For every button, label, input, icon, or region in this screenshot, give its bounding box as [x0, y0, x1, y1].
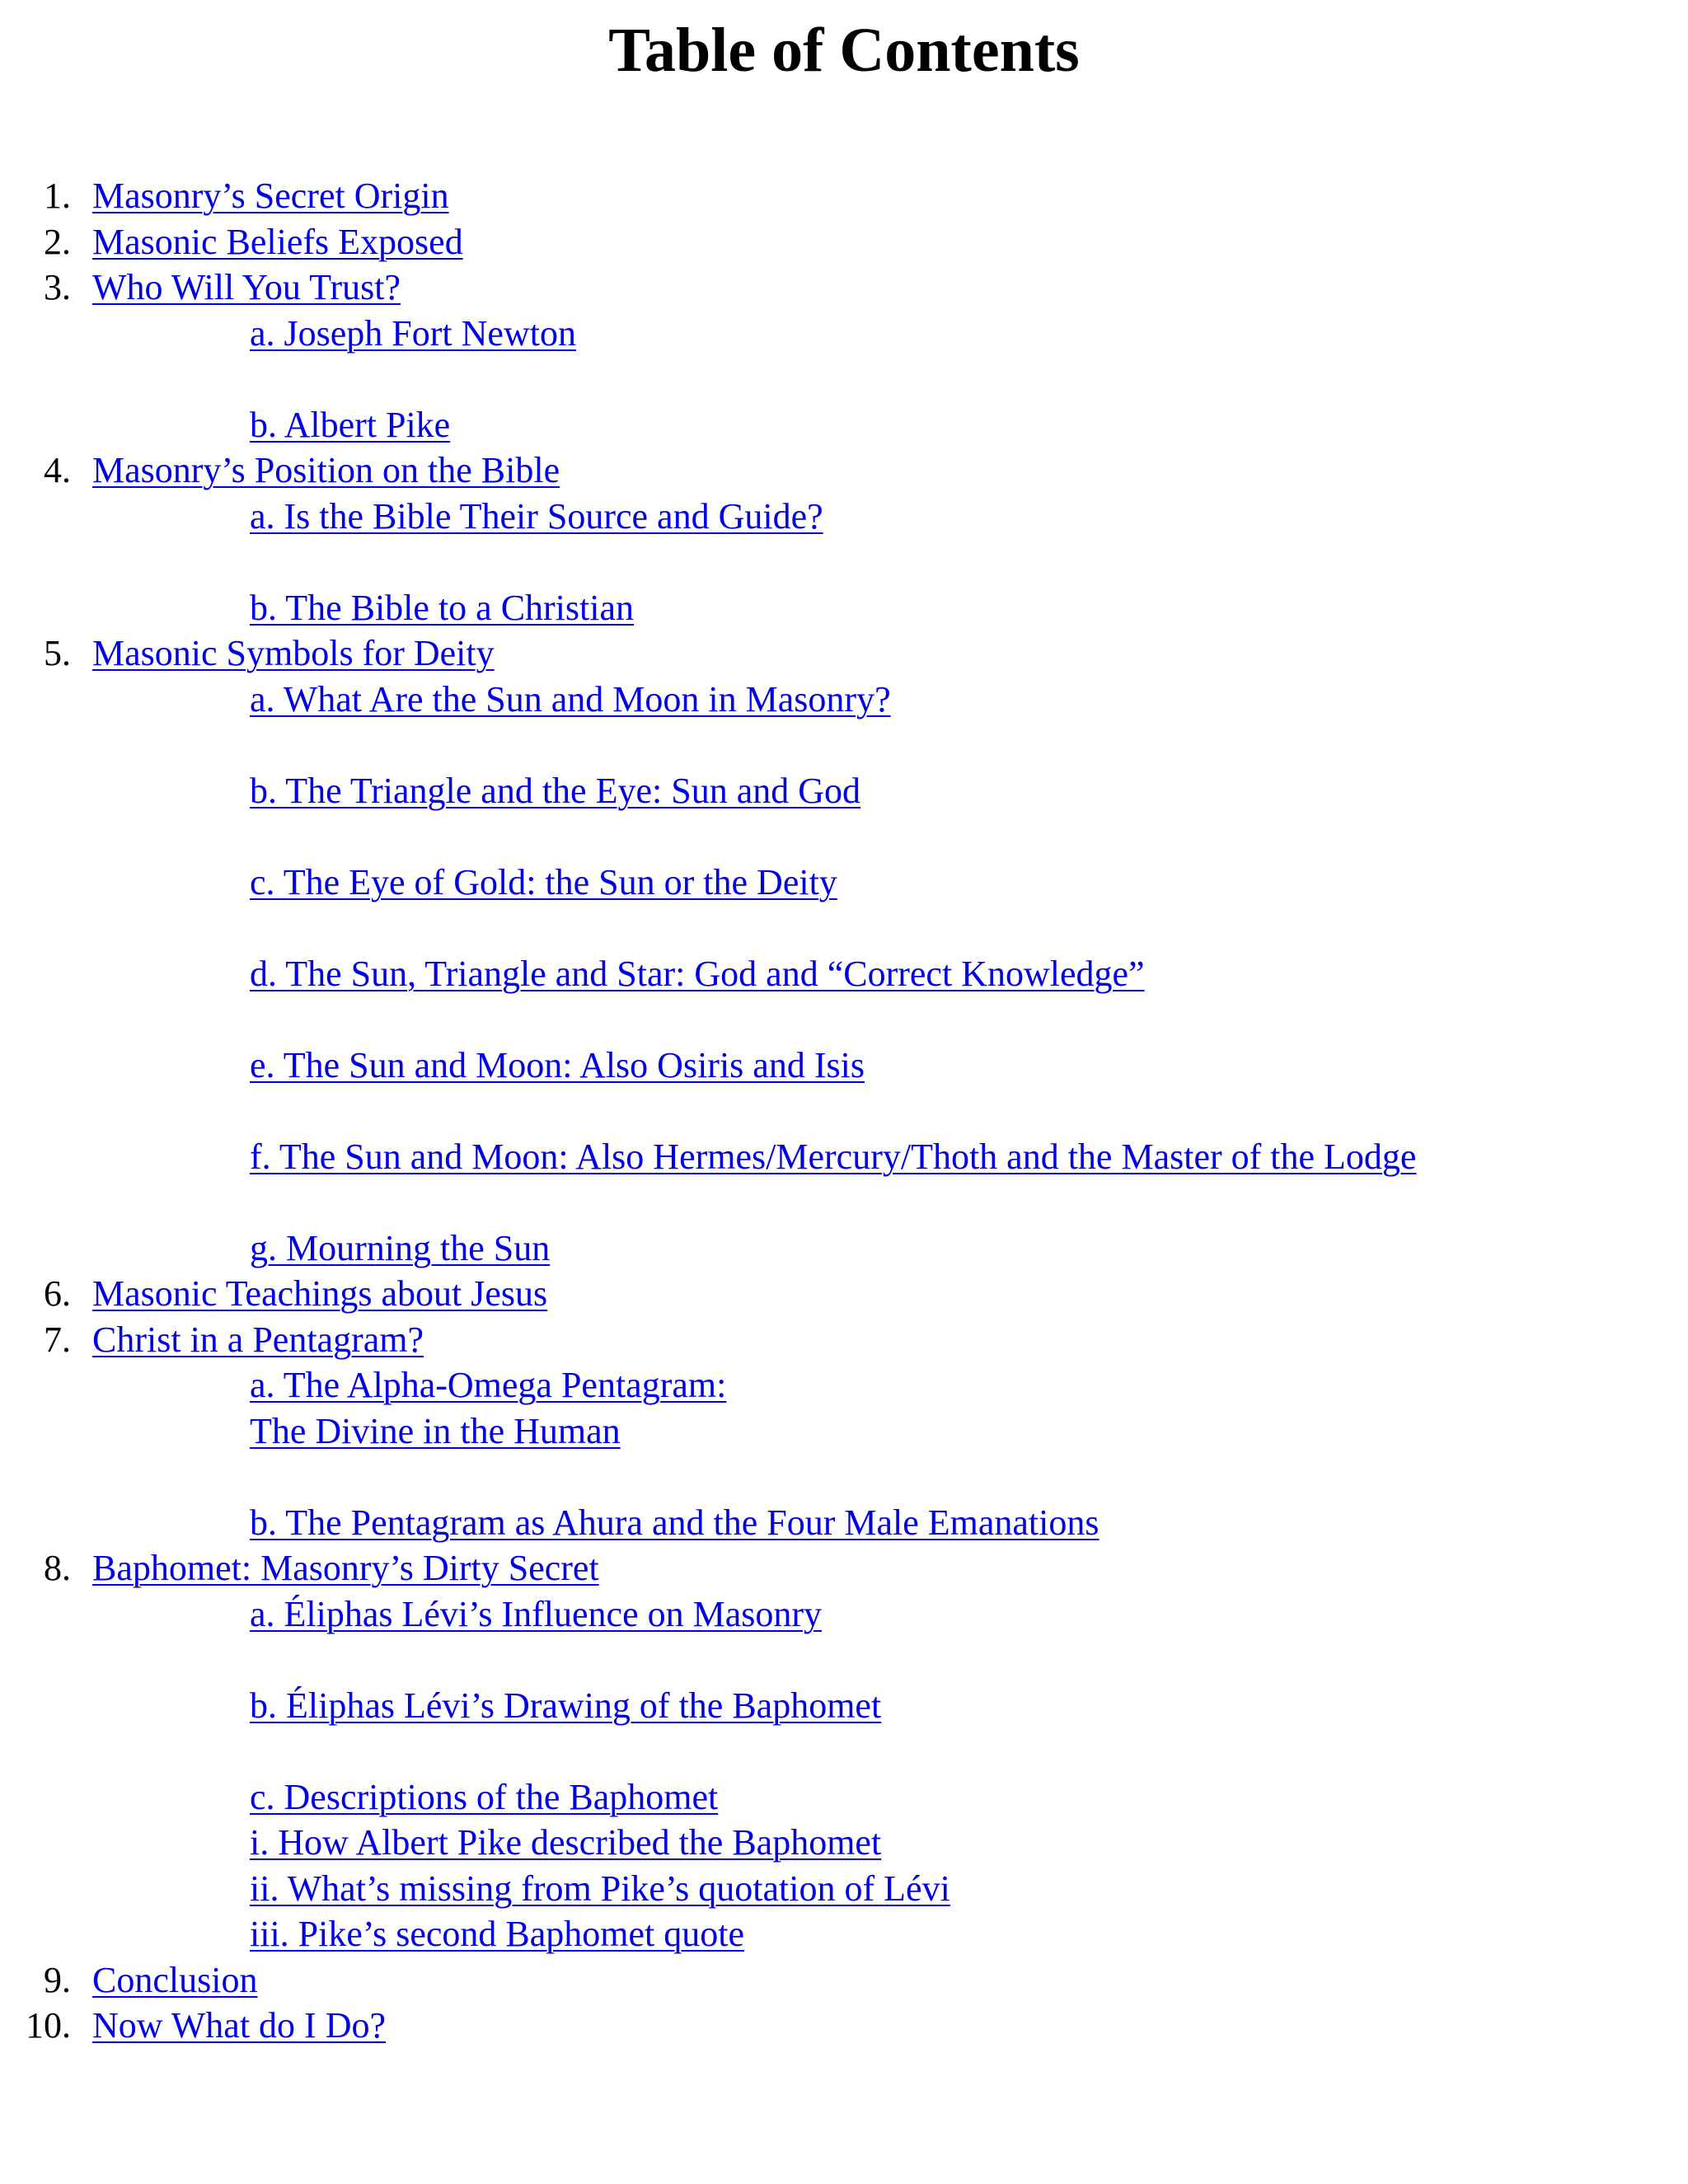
toc-subitem [0, 402, 1688, 448]
toc-subitem [0, 1774, 1688, 1821]
toc-sublink-osiris-isis[interactable]: e. The Sun and Moon: Also Osiris and Isis [250, 1044, 865, 1085]
toc-item-1 [0, 173, 1688, 219]
toc-sublink-albert-pike[interactable]: b. Albert Pike [250, 404, 451, 445]
toc-subitem [0, 951, 1688, 997]
toc-sublink-hermes-mercury-thoth[interactable]: f. The Sun and Moon: Also Hermes/Mercury/Thoth and the Master of the Lodge [250, 1136, 1417, 1177]
toc-item-7 [0, 1317, 1688, 1363]
toc-item-10 [0, 2003, 1688, 2049]
toc-sublink-second-quote[interactable]: iii. Pike’s second Baphomet quote [250, 1914, 745, 1954]
toc-sublink-mourning-the-sun[interactable]: g. Mourning the Sun [250, 1227, 551, 1268]
toc-number: 4. [44, 450, 71, 490]
toc-item-8 [0, 1545, 1688, 1591]
toc-sublink-missing-from-quotation[interactable]: ii. What’s missing from Pike’s quotation of Lévi [250, 1868, 950, 1909]
toc-link-who-will-you-trust[interactable]: Who Will You Trust? [92, 267, 401, 307]
toc-subitem [0, 1683, 1688, 1729]
toc-sublink-triangle-and-eye[interactable]: b. The Triangle and the Eye: Sun and God [250, 770, 860, 811]
toc-item-9 [0, 1957, 1688, 2004]
toc-number: 10. [26, 2005, 71, 2046]
toc-sublink-eye-of-gold[interactable]: c. The Eye of Gold: the Sun or the Deity [250, 861, 837, 902]
toc-sublink-pentagram-ahura[interactable]: b. The Pentagram as Ahura and the Four Male Emanations [250, 1502, 1100, 1543]
toc-link-position-on-bible[interactable]: Masonry’s Position on the Bible [92, 450, 560, 490]
toc-subitem [0, 1820, 1688, 1866]
toc-number: 8. [44, 1548, 71, 1588]
toc-subitem [0, 1226, 1688, 1272]
toc-item-5 [0, 630, 1688, 677]
toc-subitem [0, 311, 1688, 357]
toc-subitem [0, 677, 1688, 723]
toc-link-masonrys-secret-origin[interactable]: Masonry’s Secret Origin [92, 176, 449, 216]
toc-sublink-sun-and-moon[interactable]: a. What Are the Sun and Moon in Masonry? [250, 678, 891, 719]
toc-number: 6. [44, 1273, 71, 1314]
table-of-contents [0, 173, 1688, 2049]
toc-number: 9. [44, 1959, 71, 2000]
toc-link-now-what[interactable]: Now What do I Do? [92, 2005, 386, 2046]
toc-sublink-levi-influence[interactable]: a. Éliphas Lévi’s Influence on Masonry [250, 1593, 823, 1634]
toc-link-baphomet-dirty-secret[interactable]: Baphomet: Masonry’s Dirty Secret [92, 1548, 599, 1588]
toc-sublink-bible-to-christian[interactable]: b. The Bible to a Christian [250, 587, 635, 628]
toc-subitem [0, 494, 1688, 540]
toc-subitem [0, 768, 1688, 814]
toc-subitem [0, 1500, 1688, 1546]
toc-subitem [0, 1134, 1688, 1180]
toc-link-symbols-for-deity[interactable]: Masonic Symbols for Deity [92, 633, 495, 673]
toc-subitem [0, 585, 1688, 631]
toc-item-4 [0, 448, 1688, 494]
toc-link-conclusion[interactable]: Conclusion [92, 1959, 258, 2000]
toc-subitem [0, 1911, 1688, 1957]
toc-sublink-pike-described[interactable]: i. How Albert Pike described the Baphomet [250, 1822, 882, 1863]
toc-sublink-bible-source-guide[interactable]: a. Is the Bible Their Source and Guide? [250, 495, 823, 537]
page-title: Table of Contents [608, 16, 1080, 85]
toc-item-2 [0, 219, 1688, 265]
toc-sublink-levi-drawing[interactable]: b. Éliphas Lévi’s Drawing of the Baphomet [250, 1685, 882, 1726]
toc-sublink-descriptions-baphomet[interactable]: c. Descriptions of the Baphomet [250, 1776, 719, 1817]
toc-number: 5. [44, 633, 71, 673]
toc-sublink-joseph-fort-newton[interactable]: a. Joseph Fort Newton [250, 312, 576, 354]
toc-number: 7. [44, 1319, 71, 1360]
toc-subitem [0, 860, 1688, 906]
toc-number: 3. [44, 267, 71, 307]
toc-link-christ-in-pentagram[interactable]: Christ in a Pentagram? [92, 1319, 424, 1360]
toc-item-3 [0, 265, 1688, 311]
toc-subitem [0, 1362, 1688, 1408]
toc-number: 2. [44, 221, 71, 262]
toc-subitem [0, 1591, 1688, 1638]
toc-number: 1. [44, 176, 71, 216]
toc-subitem [0, 1866, 1688, 1912]
toc-subitem [0, 1408, 1688, 1455]
toc-subitem [0, 1043, 1688, 1089]
toc-link-teachings-about-jesus[interactable]: Masonic Teachings about Jesus [92, 1273, 548, 1314]
toc-sublink-alpha-omega-pentagram[interactable]: a. The Alpha-Omega Pentagram: [250, 1365, 727, 1405]
toc-sublink-sun-triangle-star[interactable]: d. The Sun, Triangle and Star: God and “Correct Knowledge” [250, 953, 1145, 994]
toc-sublink-divine-in-human[interactable]: The Divine in the Human [250, 1410, 621, 1451]
toc-link-masonic-beliefs-exposed[interactable]: Masonic Beliefs Exposed [92, 221, 463, 262]
toc-item-6 [0, 1271, 1688, 1317]
